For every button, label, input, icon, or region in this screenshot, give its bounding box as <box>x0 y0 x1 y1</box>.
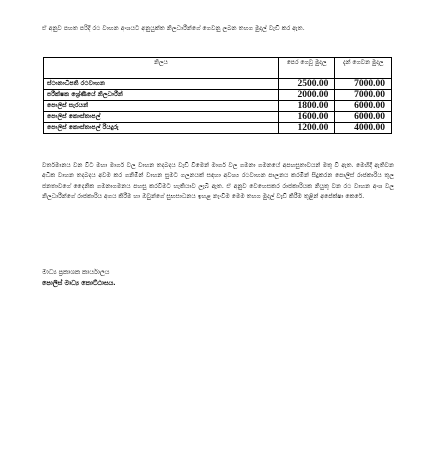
body-paragraph: වර්තමානය වන විට මහා මාර්ග වල වාහන තදබදය වැඩි වීමෙන් මාර්ග වල ගමනා ගමනයේ අපහසුතාවයන් මතු වී ඇත. මෙහිදී ඇතිවන අධික වාහන තදබදය අවම කර ගනිමින් වාහන සුමට ගලනයක් සඳහා අවශ්‍ය රථවාහන පාලනය කරමින් සිදුකරන පොලිස් රාජකාරිය තුල ජනතාවගේ දෛනික ගමනාගමනය පහසු කරවීමට හැකියාව ලැබී ඇත. ඒ අනුව වෙහෙසකර රාජකාරියක නියුතු වන රථ වාහන අංශ වල නිලධාරීන්ගේ රාජකාරිය අගය කිරීම හා ඔවුන්ගේ සුභසාධනය ඉහළ නැංවීම මෙම තහග මුදල් වැඩි කිරීම තුළින් අපේක්ෂා කෙරේ. <box>42 162 394 200</box>
signoff-division: පොලිස් මාධ්‍ය කොට්ඨාසය. <box>42 279 116 287</box>
new-amount: 7000.00 <box>335 90 392 101</box>
old-amount: 1600.00 <box>278 112 335 123</box>
old-amount: 2500.00 <box>278 79 335 90</box>
old-amount: 1200.00 <box>278 123 335 134</box>
rank-name: පොලිස් කොස්තාපල් <box>44 112 279 123</box>
table-row <box>44 123 392 134</box>
table-row <box>44 112 392 123</box>
new-amount: 6000.00 <box>335 101 392 112</box>
table-row <box>44 79 392 90</box>
old-amount: 1800.00 <box>278 101 335 112</box>
signoff-office: මාධ්‍ය ප්‍රකාශක කාර්යාලය <box>42 268 110 276</box>
header-rank: නිලය <box>44 58 279 79</box>
table-row <box>44 90 392 101</box>
new-amount: 6000.00 <box>335 112 392 123</box>
signoff-block <box>42 267 242 289</box>
table-row <box>44 101 392 112</box>
table-header-row <box>44 58 392 79</box>
rank-name: පරීක්ෂක ශ්‍රේණියේ නිලධාරීන් <box>44 90 279 101</box>
new-amount: 4000.00 <box>335 123 392 134</box>
old-amount: 2000.00 <box>278 90 335 101</box>
allowance-table <box>43 57 392 134</box>
rank-name: ස්ථානාධිපති රථවාහන <box>44 79 279 90</box>
new-amount: 7000.00 <box>335 79 392 90</box>
rank-name: පොලිස් කොස්තාපල් රියදුරු <box>44 123 279 134</box>
intro-paragraph: ඒ අනුව පහත පරිදි රථ වාහන අංශයට අනුයුක්ත නිලධාරීන්ගේ ගෙවනු ලබන තහග මුදල් වැඩි කර ඇත. <box>42 25 305 33</box>
rank-name: පොලිස් සැරයන් <box>44 101 279 112</box>
header-old-amount: පෙර ගෙවූ මුදල <box>278 58 335 79</box>
header-new-amount: දැන් ගෙවන මුදල <box>335 58 392 79</box>
